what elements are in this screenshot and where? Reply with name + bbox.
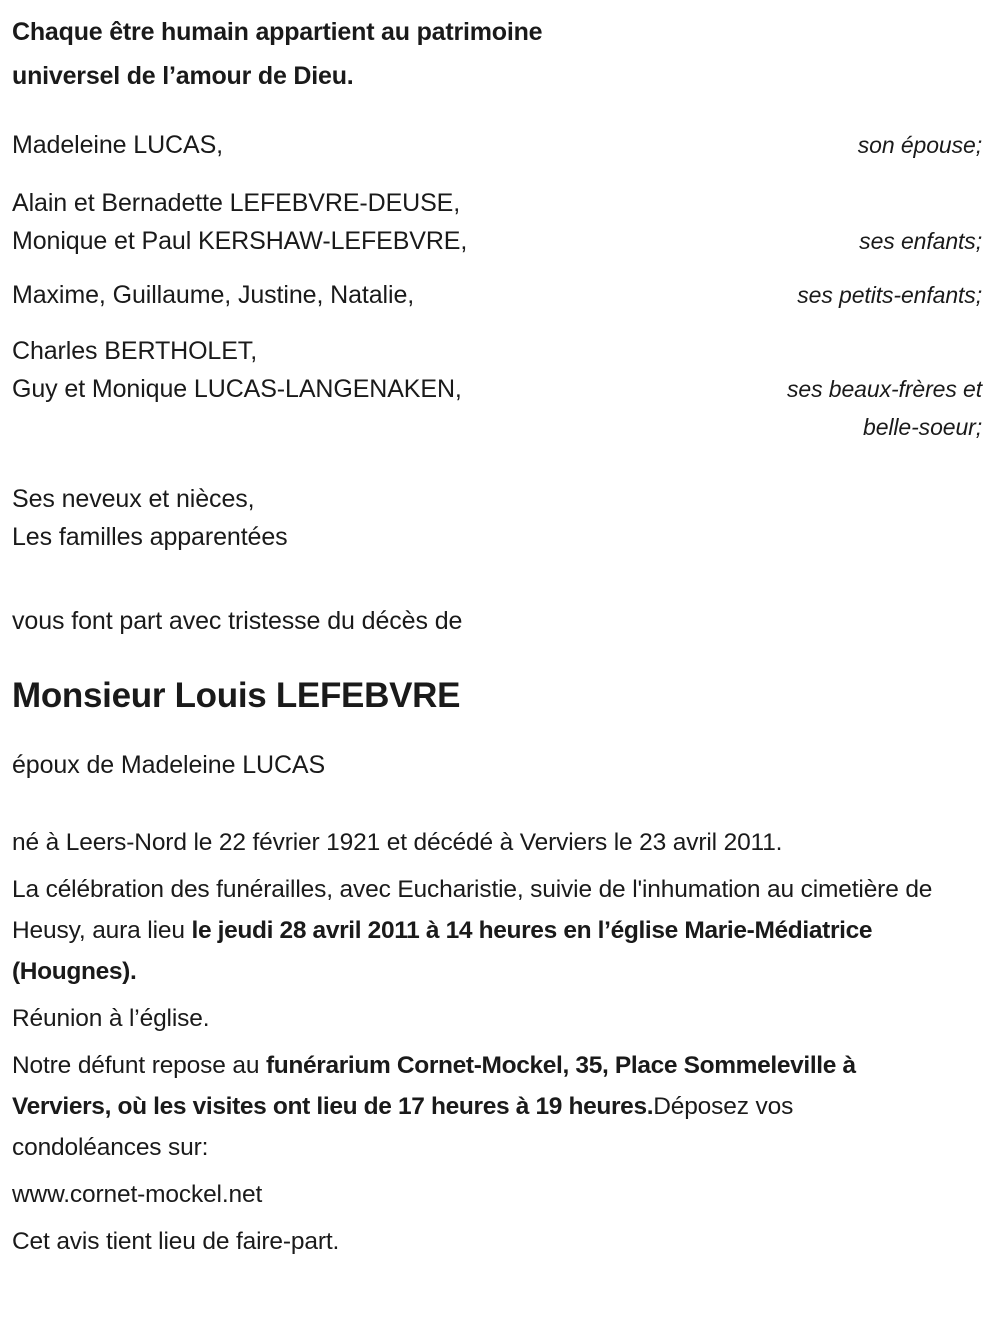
spacer: [12, 314, 990, 332]
relation-label: [462, 332, 990, 446]
relation-row-inlaws: [12, 332, 990, 446]
condolences-text: Déposez vos condoléances sur:: [12, 1093, 794, 1161]
announcement-text: vous font part avec tristesse du décès de: [12, 607, 463, 635]
relation-label-line: ses petits-enfants;: [797, 282, 982, 308]
relation-label: [467, 184, 990, 260]
spacer: [12, 260, 990, 276]
relation-names: [12, 126, 223, 164]
epigraph-line-1: Chaque être humain appartient au patrimoine: [12, 18, 543, 46]
epigraph: [12, 0, 990, 98]
relation-label: [414, 276, 990, 314]
epigraph-line-2: universel de l’amour de Dieu.: [12, 62, 354, 90]
other-family-line-1: Ses neveux et nièces,: [12, 485, 255, 513]
relation-label-line: belle-soeur;: [863, 414, 982, 440]
repose-paragraph: [12, 1045, 937, 1168]
relation-name: Alain et Bernadette LEFEBVRE-DEUSE,: [12, 189, 461, 217]
condolences-website[interactable]: www.cornet-mockel.net: [12, 1181, 263, 1208]
funeral-paragraph: [12, 869, 937, 992]
closing-line: Cet avis tient lieu de faire-part.: [12, 1228, 340, 1255]
relation-name: Charles BERTHOLET,: [12, 337, 258, 365]
spacer: [12, 164, 990, 184]
repose-text-prefix: Notre défunt repose au: [12, 1052, 266, 1079]
relation-name: Madeleine LUCAS,: [12, 131, 224, 159]
relation-label-spacer: [462, 332, 982, 370]
deceased-spouse-of: époux de Madeleine LUCAS: [12, 751, 326, 779]
relation-row-grandchildren: [12, 276, 990, 314]
relation-label-spacer: [467, 184, 982, 222]
details-section: [12, 822, 990, 1262]
relation-row-children: [12, 184, 990, 260]
relation-names: [12, 184, 467, 260]
relation-label-line: ses beaux-frères et: [787, 376, 982, 402]
relation-names: [12, 276, 414, 314]
relation-name: Monique et Paul KERSHAW-LEFEBVRE,: [12, 227, 468, 255]
relation-row-spouse: [12, 126, 990, 164]
funeral-details-bold: le jeudi 28 avril 2011 à 14 heures en l’église Marie-Médiatrice (Hougnes).: [12, 917, 873, 985]
relation-names: [12, 332, 462, 408]
deceased-name: Monsieur Louis LEFEBVRE: [12, 676, 461, 715]
spacer: [12, 446, 990, 480]
gathering-line: Réunion à l’église.: [12, 1005, 210, 1032]
other-family: [12, 480, 990, 556]
relations-list: [12, 126, 990, 556]
relation-label: [223, 126, 990, 164]
relation-name: Maxime, Guillaume, Justine, Natalie,: [12, 281, 415, 309]
other-family-line-2: Les familles apparentées: [12, 523, 288, 551]
relation-name: Guy et Monique LUCAS-LANGENAKEN,: [12, 375, 462, 403]
funerarium-details-bold: funérarium Cornet-Mockel, 35, Place Sommeleville à Verviers, où les visites ont lieu de 17 heures à 19 heures.: [12, 1052, 856, 1120]
relation-label-line: son épouse;: [857, 132, 982, 158]
birth-death-line: né à Leers-Nord le 22 février 1921 et décédé à Verviers le 23 avril 2011.: [12, 829, 783, 856]
funeral-text-prefix: La célébration des funérailles, avec Eucharistie, suivie de l'inhumation au cimetière de Heusy, aura lieu: [12, 876, 933, 944]
relation-label-line: ses enfants;: [859, 228, 982, 254]
